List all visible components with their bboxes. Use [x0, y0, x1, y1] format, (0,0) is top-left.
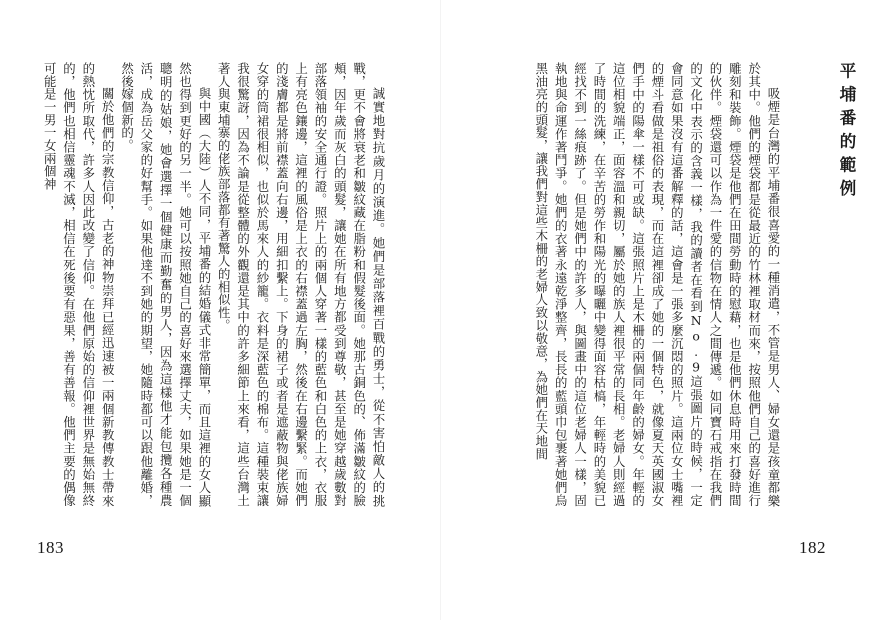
right-page-body-text [493, 62, 783, 507]
page-number: 182 [799, 538, 826, 557]
section-title: 平埔番的範例 [837, 62, 856, 203]
paragraph: 誠實地對抗歲月的演進。她們是部落裡百戰的勇士，從不害怕敵人的挑戰，更不會將衰老和皺紋藏在脂粉和假髮後面。她那古銅色的、佈滿皺紋的臉頰，因年歲而灰白的頭髮，讓她在所有地方都受到尊敬，甚至是她穿越歲數對部落領袖的安全通行證。照片上的兩個人穿著一樣的藍色和白色的上衣，衣服上有亮色鑲邊，這裡的風俗是上衣的右襟蓋過左胸，然後在右邊繫緊。而她們的淺膚都是將前襟蓋向右邊，用細扣繫上。下身的裙子或者是遮蔽物與佬族婦女穿的筒裙很相似，也似於馬來人的紗籠。衣料是深藍色的棉布。這種裝束讓我很驚訝，因為不論是從整體的外觀還是其中的許多細節上來看，這些台灣土著人與東埔寨的佬族部落都有著驚人的相似性。 [216, 62, 386, 507]
paragraph: 吸煙是台灣的平埔番很喜愛的一種消遣，不管是男人、婦女還是孩童都樂於其中。他們的煙袋都是從最近的竹林裡取材而來，按照他們自己的喜好進行雕刻和裝飾。煙袋是他們在田間勞動時的慰藉，也是他們休息時用來打發時間的伙伴。煙袋還可以作為一件愛的信物在情人之間傳遞。如同寶石戒指在我們的文化中表示的含義一樣，我的讀者在看到No.9這張圖片的時候，一定會同意如果沒有這番解釋的話，這會是一張多麼沉悶的照片。這兩位女士嘴裡的煙斗看做是祖俗的表現，而在這裡卻成了她的一個特色，就像夏天英國淑女們手中的陽傘一樣不可或缺。這張照片上是木柵的兩個同年齡的婦女。年輕的這位相貌端正，面容溫和親切，屬於她的族人裡很平常的長相。老婦人則經過了時間的洗練，在辛苦的勞作和陽光的曝曬中變得面容枯槁，年輕時的美貌已經找不到一絲痕跡了。但是她們中的許多人，與圖畫中的這位老婦人一樣，固執地與命運作著鬥爭。她們的衣著永遠乾淨整齊，長長的藍頭巾包裹著她們烏黑油亮的頭髮，讓我們對這些木柵的老婦人致以敬意，為她們在天地間 [533, 62, 781, 507]
paragraph: 與中國（大陸）人不同，平埔番的結婚儀式非常簡單，而且這裡的女人顯然也得到更好的另一半。她可以按照她自己的喜好來選擇丈夫，如果她是一個聰明的姑娘，她會選擇一個健康而勤奮的男人，因為這樣他才能包攬各種農活，成為岳父家的好幫手。如果他達不到她的期望，她隨時都可以跟他離婚，然後嫁個新的。 [119, 62, 212, 507]
left-page-body-text [34, 62, 388, 507]
paragraph: 關於他們的宗教信仰，古老的神物崇拜已經迅速被一兩個新教傳教士帶來的熱忱所取代，許多人因此改變了信仰。在他們原始的信仰裡世界是無始無終的，他們也相信靈魂不滅，相信在死後要有惡果，善有善報。他們主要的偶像可能是一男一女兩個神 [42, 62, 116, 507]
page-number: 183 [37, 538, 64, 557]
right-page [441, 0, 882, 620]
